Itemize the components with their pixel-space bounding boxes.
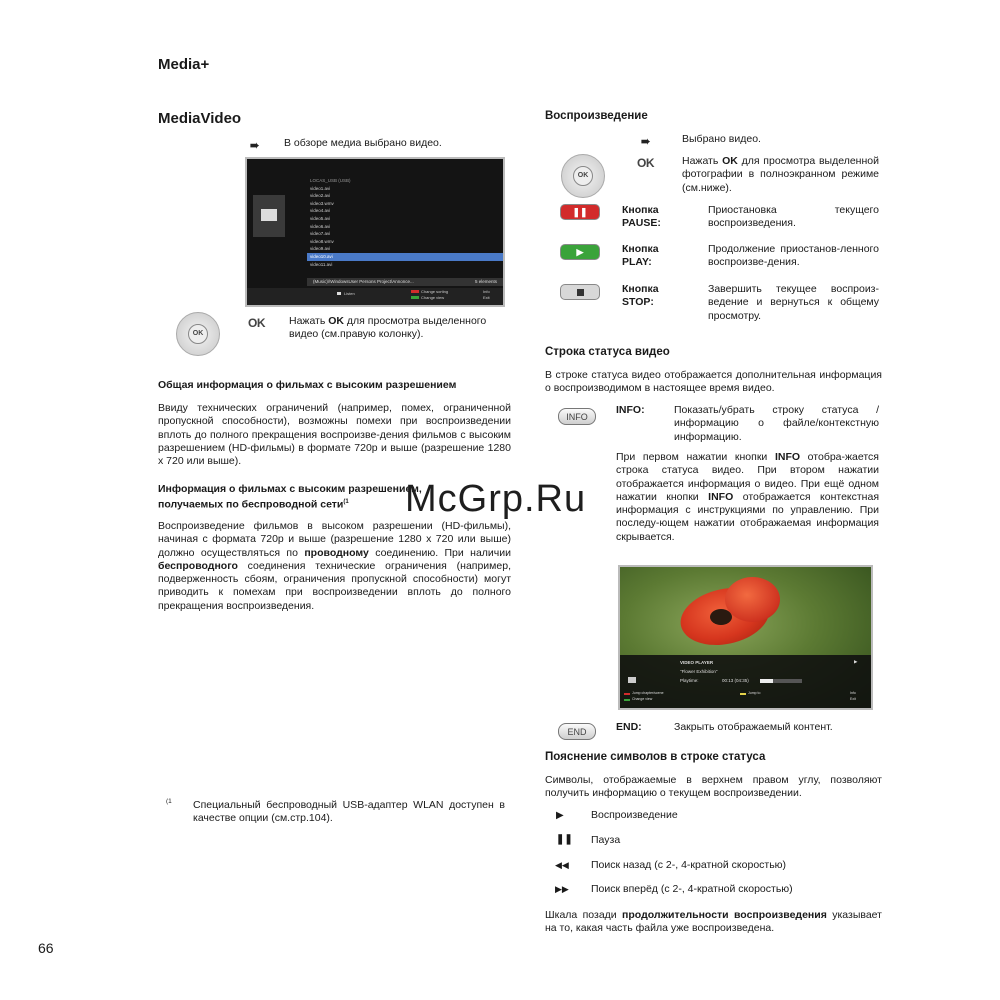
- list-item: video8.wmv: [310, 238, 334, 244]
- screen-footer: [247, 288, 503, 305]
- list-item: video5.avi: [310, 215, 331, 221]
- playback-progress-fill: [760, 679, 773, 683]
- end-text: Закрыть отображаемый контент.: [674, 721, 833, 733]
- ok-bold: OK: [722, 155, 738, 167]
- symbols-title: Пояснение символов в строке статуса: [545, 751, 766, 763]
- scale-text: [545, 909, 882, 936]
- scale-p1: Шкала позади: [545, 909, 623, 921]
- stop-text: Завершить текущее воспроиз-ведение и вернуться к общему просмотру.: [708, 283, 879, 322]
- playback-title: Воспроизведение: [545, 110, 648, 122]
- pause-label: Кнопка PAUSE:: [622, 204, 661, 230]
- wifi-title-line2: получаемых по беспроводной сети: [158, 498, 344, 511]
- section-title-mediavideo: MediaVideo: [158, 110, 242, 127]
- page-number: 66: [38, 940, 54, 956]
- ok-key-icon: OK: [637, 156, 654, 170]
- wifi-p2: соединению. При наличии: [368, 546, 511, 559]
- wifi-b1: проводному: [304, 546, 369, 559]
- ok-suffix: для просмотра выделенной фотографии в полноэкранном режиме (см.ниже).: [682, 155, 879, 194]
- wifi-p3: соединения технические ограничения (например, подверженность сбоям, ограничения пропускной способности) могут приводить к помехам при воспроизведении вплоть до полного прекращения воспроизведения.: [158, 559, 511, 612]
- arrow-right-icon: ➠: [641, 136, 651, 148]
- footer-sorting: Change sorting: [421, 289, 449, 294]
- footnote-text: Специальный беспроводный USB-адаптер WLAN доступен в качестве опции (см.стр.104).: [193, 799, 505, 825]
- step2-prefix: Нажать: [289, 315, 329, 327]
- footer-exit: Exit: [483, 295, 490, 300]
- arrow-right-icon: ➠: [250, 140, 260, 152]
- stop-label: Кнопка STOP:: [622, 283, 659, 309]
- list-header: LOCAS_USB (USB): [310, 178, 351, 183]
- flower-center: [710, 609, 732, 625]
- playtime-label: Playtime:: [680, 678, 699, 683]
- remote-ok-button: OK: [573, 166, 593, 186]
- stop-icon: [577, 289, 584, 296]
- symbol-pause-text: Пауза: [591, 834, 621, 846]
- list-item: video3.wmv: [310, 200, 334, 206]
- player-label: VIDEO PLAYER: [680, 660, 714, 665]
- step-select-video: В обзоре медиа выбрано видео.: [284, 137, 442, 149]
- play-state-icon: ▶: [854, 659, 858, 664]
- list-item: video6.avi: [310, 223, 331, 229]
- info-p2: отобра-жается строка статуса видео. При втором нажатии отображается информация о видео. При ещё одном нажатии кнопки: [616, 451, 879, 503]
- list-item: video10.avi: [307, 253, 503, 261]
- step2-suffix: для просмотра выделенного видео (см.правую колонку).: [289, 315, 487, 341]
- info-p3: отображается контекстная информация с инструкциями по управлению. При последу-ющем нажатии отображаемая информация скрывается.: [616, 490, 879, 543]
- folder-path-text: (Music)\\WindowsUser Persons Project\Annonce...: [313, 279, 414, 284]
- wifi-b2: беспроводного: [158, 559, 238, 572]
- footer-exit: Exit: [850, 697, 856, 701]
- pause-icon: ❚❚: [572, 206, 588, 217]
- remote-ok-button: OK: [188, 324, 208, 344]
- scale-b: продолжительности воспроизведения: [622, 909, 827, 921]
- list-item: video9.avi: [310, 246, 331, 252]
- video-player-screenshot: [618, 565, 873, 710]
- pause-text: Приостановка текущего воспроизведения.: [708, 204, 879, 230]
- pause-key: [560, 204, 600, 220]
- footer-jump-chapter: Jump chapter/scene: [632, 691, 664, 695]
- element-count: 5 elements: [474, 279, 497, 284]
- step-press-ok: [289, 315, 507, 342]
- wifi-title-line1: Информация о фильмах с высоким разрешением,: [158, 483, 422, 495]
- symbol-rewind-text: Поиск назад (с 2-, 4-кратной скоростью): [591, 859, 787, 871]
- video-icon: [628, 677, 636, 683]
- play-key: [560, 244, 600, 260]
- step-video-selected: Выбрано видео.: [682, 133, 761, 145]
- footnote-mark: (1: [166, 798, 172, 805]
- symbols-intro: Символы, отображаемые в верхнем правом углу, позволяют получить информацию о текущем воспроизведении.: [545, 774, 882, 800]
- wifi-title-sup: (1: [343, 499, 349, 505]
- watermark: McGrp.Ru: [405, 478, 587, 520]
- footer-listen: Listen: [344, 291, 355, 296]
- info-key: INFO: [558, 408, 596, 425]
- playback-progress-track: [760, 679, 802, 683]
- step-press-ok-fullscreen: [682, 155, 879, 195]
- list-item: video11.avi: [310, 261, 333, 267]
- file-list: [307, 177, 503, 268]
- step2-bold: OK: [328, 315, 345, 327]
- media-category-panel: [253, 195, 285, 237]
- ok-prefix: Нажать: [682, 155, 723, 167]
- footer-change-view: Change view: [632, 697, 653, 701]
- remote-navigation-ring: [561, 154, 605, 198]
- symbol-ff-text: Поиск вперёд (с 2-, 4-кратной скоростью): [591, 883, 793, 895]
- end-label: END:: [616, 721, 642, 733]
- chapter-title: Media+: [158, 56, 210, 73]
- fast-forward-icon: ▶▶: [555, 884, 569, 894]
- hd-info-title: Общая информация о фильмах с высоким разрешением: [158, 379, 457, 391]
- file-title: "Flower Exhibition": [680, 669, 718, 674]
- flower-petal: [725, 577, 780, 622]
- list-item: video2.avi: [310, 193, 331, 199]
- list-item: video7.avi: [310, 231, 331, 237]
- video-icon: [261, 209, 277, 221]
- list-item: video4.avi: [310, 208, 331, 214]
- remote-navigation-ring: [176, 312, 220, 356]
- folder-path: [307, 278, 503, 286]
- list-item: video1.avi: [310, 185, 331, 191]
- rewind-icon: ◀◀: [555, 860, 569, 870]
- play-text: Продолжение приостанов-ленного воспроизве-дения.: [708, 243, 879, 269]
- ok-key-icon: OK: [248, 316, 265, 330]
- stop-key: [560, 284, 600, 300]
- playtime-value: 00:13 (04:35): [722, 678, 749, 683]
- pause-icon: ❚❚: [556, 834, 573, 845]
- wifi-info-text: [158, 520, 511, 613]
- wifi-info-title: [158, 483, 422, 512]
- info-b1: INFO: [774, 451, 801, 463]
- status-bar-intro: В строке статуса видео отображается дополнительная информация о воспроизводимом в настоящее время видео.: [545, 369, 882, 395]
- play-icon: ▶: [556, 810, 564, 821]
- info-text: Показать/убрать строку статуса / информацию о файле/контекстную информацию.: [674, 404, 879, 443]
- hd-info-text: Ввиду технических ограничений (например, помех, ограниченной пропускной способности), возможны помехи при воспроизведении вплоть до полного прекращения воспроизве-дения фильмов с высоким разрешением (HD-фильмы) в формате 720p и выше (разрешение 1280 х 720 или выше).: [158, 402, 511, 468]
- footer-info: Info: [850, 691, 856, 695]
- footer-jump-to: Jump to: [748, 691, 761, 695]
- info-p1: При первом нажатии кнопки: [616, 451, 775, 463]
- info-b2: INFO: [708, 490, 734, 503]
- end-key: END: [558, 723, 596, 740]
- symbol-play-text: Воспроизведение: [591, 809, 678, 821]
- wifi-p1: Воспроизведение фильмов в высоком разрешении (HD-фильмы), начиная с формата 720p и выше (разрешение 1280 х 720 или выше) должно осуществляться по: [158, 520, 511, 559]
- footer-info: Info: [483, 289, 490, 294]
- status-bar-overlay: [620, 655, 871, 708]
- status-bar-title: Строка статуса видео: [545, 346, 670, 358]
- media-browser-screenshot: [245, 157, 505, 307]
- info-details: [616, 451, 879, 544]
- play-icon: ▶: [576, 246, 584, 257]
- info-label: INFO:: [616, 404, 645, 416]
- footer-view: Change view: [421, 295, 445, 300]
- scale-p2: указывает на то, какая часть файла уже воспроизведена.: [545, 909, 882, 935]
- play-label: Кнопка PLAY:: [622, 243, 659, 269]
